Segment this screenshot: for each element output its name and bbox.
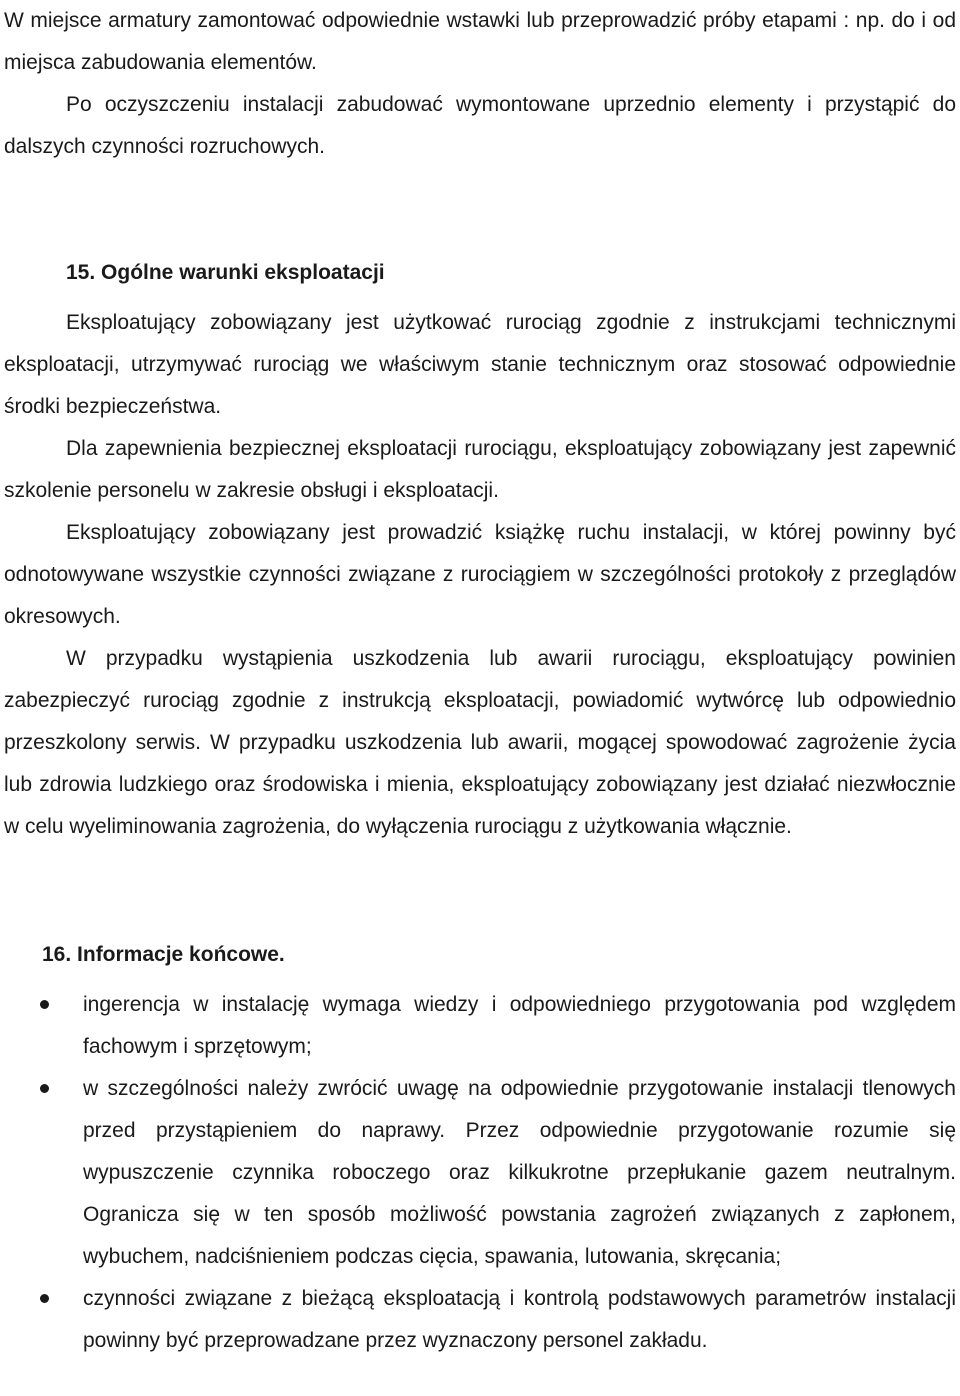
section-15-paragraph-4: W przypadku wystąpienia uszkodzenia lub awarii rurociągu, eksploatujący powinien zabezpieczyć rurociąg zgodnie z instrukcją eksploatacji, powiadomić wytwórcę lub odpowiednio przeszkolony serwis. W przypadku uszkodzenia lub awarii, mogącej spowodować zagrożenie życia lub zdrowia ludzkiego oraz środowiska i mienia, eksploatujący zobowiązany jest działać niezwłocznie w celu wyeliminowania zagrożenia, do wyłączenia rurociągu z użytkowania włącznie. [4, 647, 956, 838]
intro-paragraph-2: Po oczyszczeniu instalacji zabudować wymontowane uprzednio elementy i przystąpić do dalszych czynności rozruchowych. [4, 93, 956, 158]
list-item-text: czynności związane z bieżącą eksploatacją i kontrolą podstawowych parametrów instalacji powinny być przeprowadzane przez wyznaczony personel zakładu. [83, 1287, 956, 1352]
list-item-text: w szczególności należy zwrócić uwagę na odpowiednie przygotowanie instalacji tlenowych przed przystąpieniem do naprawy. Przez odpowiednie przygotowanie rozumie się wypuszczenie czynnika roboczego oraz kilkukrotne przepłukanie gazem neutralnym. Ogranicza się w ten sposób możliwość powstania zagrożeń związanych z zapłonem, wybuchem, nadciśnieniem podczas cięcia, spawania, lutowania, skręcania; [83, 1077, 956, 1268]
document-page [4, 0, 956, 1362]
list-item-text: ingerencja w instalację wymaga wiedzy i odpowiedniego przygotowania pod względem fachowym i sprzętowym; [83, 993, 956, 1058]
intro-paragraph-1: W miejsce armatury zamontować odpowiednie wstawki lub przeprowadzić próby etapami : np. do i od miejsca zabudowania elementów. [4, 9, 956, 74]
bullet-icon [40, 1294, 49, 1303]
spacer [4, 168, 956, 252]
section-16-bullet-list [4, 984, 956, 1362]
list-item [4, 1068, 956, 1278]
spacer [4, 976, 956, 984]
section-15-heading: 15. Ogólne warunki eksploatacji [66, 261, 385, 284]
section-15-paragraph-1: Eksploatujący zobowiązany jest użytkować rurociąg zgodnie z instrukcjami technicznymi eksploatacji, utrzymywać rurociąg we właściwym stanie technicznym oraz stosować odpowiednie środki bezpieczeństwa. [4, 311, 956, 418]
spacer [4, 294, 956, 302]
section-15-paragraph-3: Eksploatujący zobowiązany jest prowadzić książkę ruchu instalacji, w której powinny być odnotowywane wszystkie czynności związane z rurociągiem w szczególności protokoły z przeglądów okresowych. [4, 521, 956, 628]
bullet-icon [40, 1084, 49, 1093]
list-item [4, 1278, 956, 1362]
section-15-paragraph-2: Dla zapewnienia bezpiecznej eksploatacji rurociągu, eksploatujący zobowiązany jest zapewnić szkolenie personelu w zakresie obsługi i eksploatacji. [4, 437, 956, 502]
section-16-heading: 16. Informacje końcowe. [42, 943, 285, 966]
spacer [4, 848, 956, 934]
list-item [4, 984, 956, 1068]
bullet-icon [40, 1000, 49, 1009]
